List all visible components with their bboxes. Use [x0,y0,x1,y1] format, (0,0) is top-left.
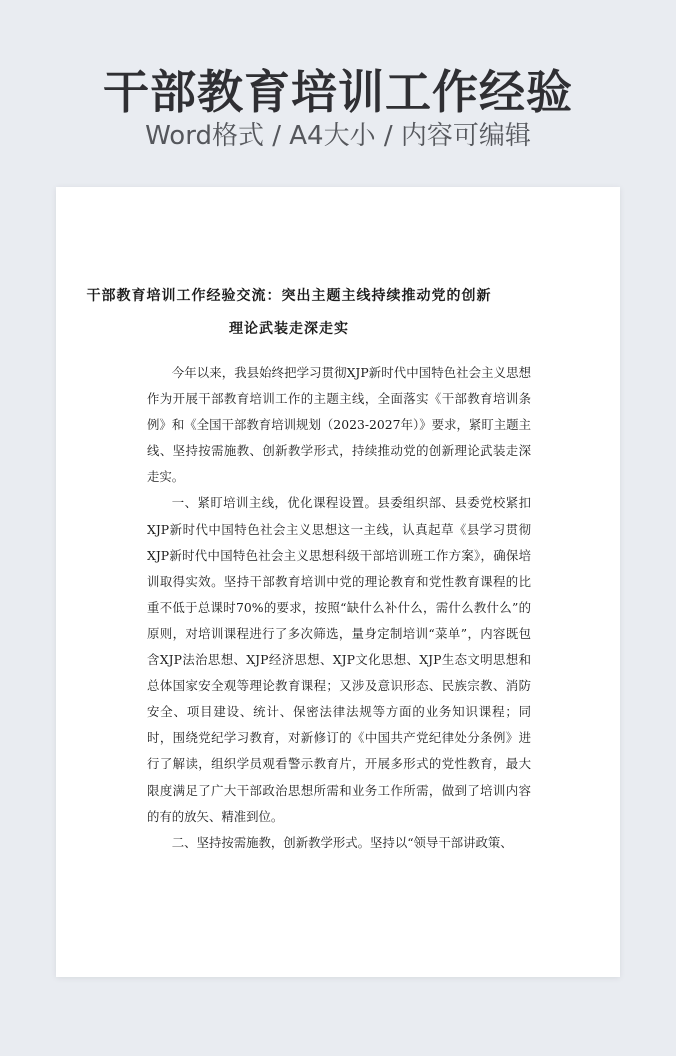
document-title: 干部教育培训工作经验交流：突出主题主线持续推动党的创新理论武装走深走实 [86,288,492,337]
paragraph-section-1: 一、紧盯培训主线，优化课程设置。县委组织部、县委党校紧扣XJP新时代中国特色社会主义思想这一主线，认真起草《县学习贯彻XJP新时代中国特色社会主义思想科级干部培训班工作方案》，确保培训取得实效。坚持干部教育培训中党的理论教育和党性教育课程的比重不低于总课时70%的要求，按照“缺什么补什么，需什么教什么”的原则，对培训课程进行了多次筛选，量身定制培训“菜单”，内容既包含XJP法治思想、XJP经济思想、XJP文化思想、XJP生态文明思想和总体国家安全观等理论教育课程；又涉及意识形态、民族宗教、消防安全、项目建设、统计、保密法律法规等方面的业务知识课程；同时，围绕党纪学习教育，对新修订的《中国共产党纪律处分条例》进行了解读，组织学员观看警示教育片，开展多形式的党性教育，最大限度满足了广大干部政治思想所需和业务工作所需，做到了培训内容的有的放矢、精准到位。 [147,495,531,824]
banner-subtitle: Word格式 / A4大小 / 内容可编辑 [145,121,531,151]
paragraph-section-2: 二、坚持按需施教，创新教学形式。坚持以“领导干部讲政策、 [171,834,513,850]
document-body [147,360,531,856]
paragraph-intro: 今年以来，我县始终把学习贯彻XJP新时代中国特色社会主义思想作为开展干部教育培训工作的主题主线，全面落实《干部教育培训条例》和《全国干部教育培训规划（2023-2027年）》要求，紧盯主题主线、坚持按需施教、创新教学形式，持续推动党的创新理论武装走深走实。 [147,365,531,485]
banner-title: 干部教育培训工作经验 [103,65,573,119]
